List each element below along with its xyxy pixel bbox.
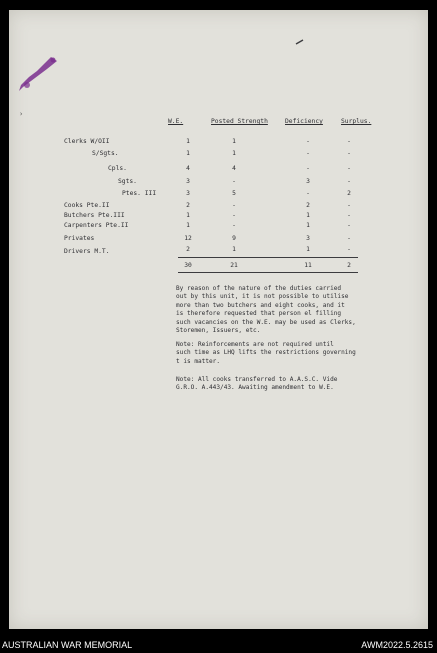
row-label: Sgts. [118,178,137,185]
cell-surplus: 2 [347,190,351,197]
cell-surplus: - [347,138,351,145]
cell-surplus: - [347,150,351,157]
cell-posted: 5 [232,190,236,197]
cell-deficiency: 1 [306,212,310,219]
cell-surplus: - [347,246,351,253]
header-posted-strength: Posted Strength [211,118,268,125]
row-label: S/Sgts. [92,150,119,157]
cell-surplus: - [347,212,351,219]
cell-deficiency: - [306,150,310,157]
total-deficiency: 11 [304,262,312,269]
ink-stain-mark [17,55,61,95]
ink-dot-mark [294,38,308,46]
paragraph-reinforcements-note: Note: Reinforcements are not required until such time as LHQ lifts the restrictions governing t is matter. [176,341,356,365]
total-posted: 21 [230,262,238,269]
cell-posted: - [232,222,236,229]
paragraph-cooks-note: Note: All cooks transferred to A.A.S.C. Vide G.R.O. A.443/43. Awaiting amendment to W.E. [176,376,338,392]
header-deficiency: Deficiency [285,118,323,125]
total-rule-top [178,257,358,258]
row-label: Clerks W/OII [64,138,110,145]
row-label: Carpenters Pte.II [64,222,129,229]
row-label: Drivers M.T. [64,248,110,255]
cell-we: 2 [186,202,190,209]
paragraph-utilisation: By reason of the nature of the duties carried out by this unit, it is not possible to utilise more than two butchers and eight cooks, and it is therefore requested that person el filling such vacancies on the W.E. may be used as Clerks, Storemen, Issuers, etc. [176,285,356,335]
cell-posted: - [232,212,236,219]
cell-surplus: - [347,202,351,209]
cell-deficiency: - [306,165,310,172]
cell-deficiency: 3 [306,178,310,185]
cell-we: 12 [184,235,192,242]
cell-surplus: - [347,165,351,172]
cell-surplus: - [347,178,351,185]
cell-surplus: - [347,235,351,242]
total-we: 30 [184,262,192,269]
header-we: W.E. [168,118,184,125]
cell-posted: 4 [232,165,236,172]
archive-footer [0,636,437,653]
cell-we: 4 [186,165,190,172]
total-rule-bottom [178,272,358,273]
row-label: Cpls. [108,165,127,172]
cell-deficiency: - [306,190,310,197]
footer-reference-number: AWM2022.5.2615 [361,640,433,650]
cell-posted: 1 [232,150,236,157]
cell-surplus: - [347,222,351,229]
footer-institution: AUSTRALIAN WAR MEMORIAL [2,640,133,650]
total-surplus: 2 [347,262,351,269]
header-surplus: Surplus. [341,118,372,125]
faint-bleedthrough [39,290,79,320]
row-label: Cooks Pte.II [64,202,110,209]
cell-we: 2 [186,246,190,253]
cell-posted: 9 [232,235,236,242]
corner-tick-mark: › [19,110,24,118]
cell-we: 1 [186,222,190,229]
cell-deficiency: 3 [306,235,310,242]
cell-we: 1 [186,212,190,219]
cell-we: 3 [186,190,190,197]
cell-we: 1 [186,138,190,145]
row-label: Ptes. III [122,190,157,197]
row-label: Privates [64,235,95,242]
cell-deficiency: 2 [306,202,310,209]
cell-posted: 1 [232,138,236,145]
cell-we: 3 [186,178,190,185]
cell-deficiency: - [306,138,310,145]
cell-posted: - [232,178,236,185]
cell-deficiency: 1 [306,222,310,229]
cell-posted: - [232,202,236,209]
row-label: Butchers Pte.III [64,212,125,219]
cell-posted: 1 [232,246,236,253]
cell-deficiency: 1 [306,246,310,253]
cell-we: 1 [186,150,190,157]
